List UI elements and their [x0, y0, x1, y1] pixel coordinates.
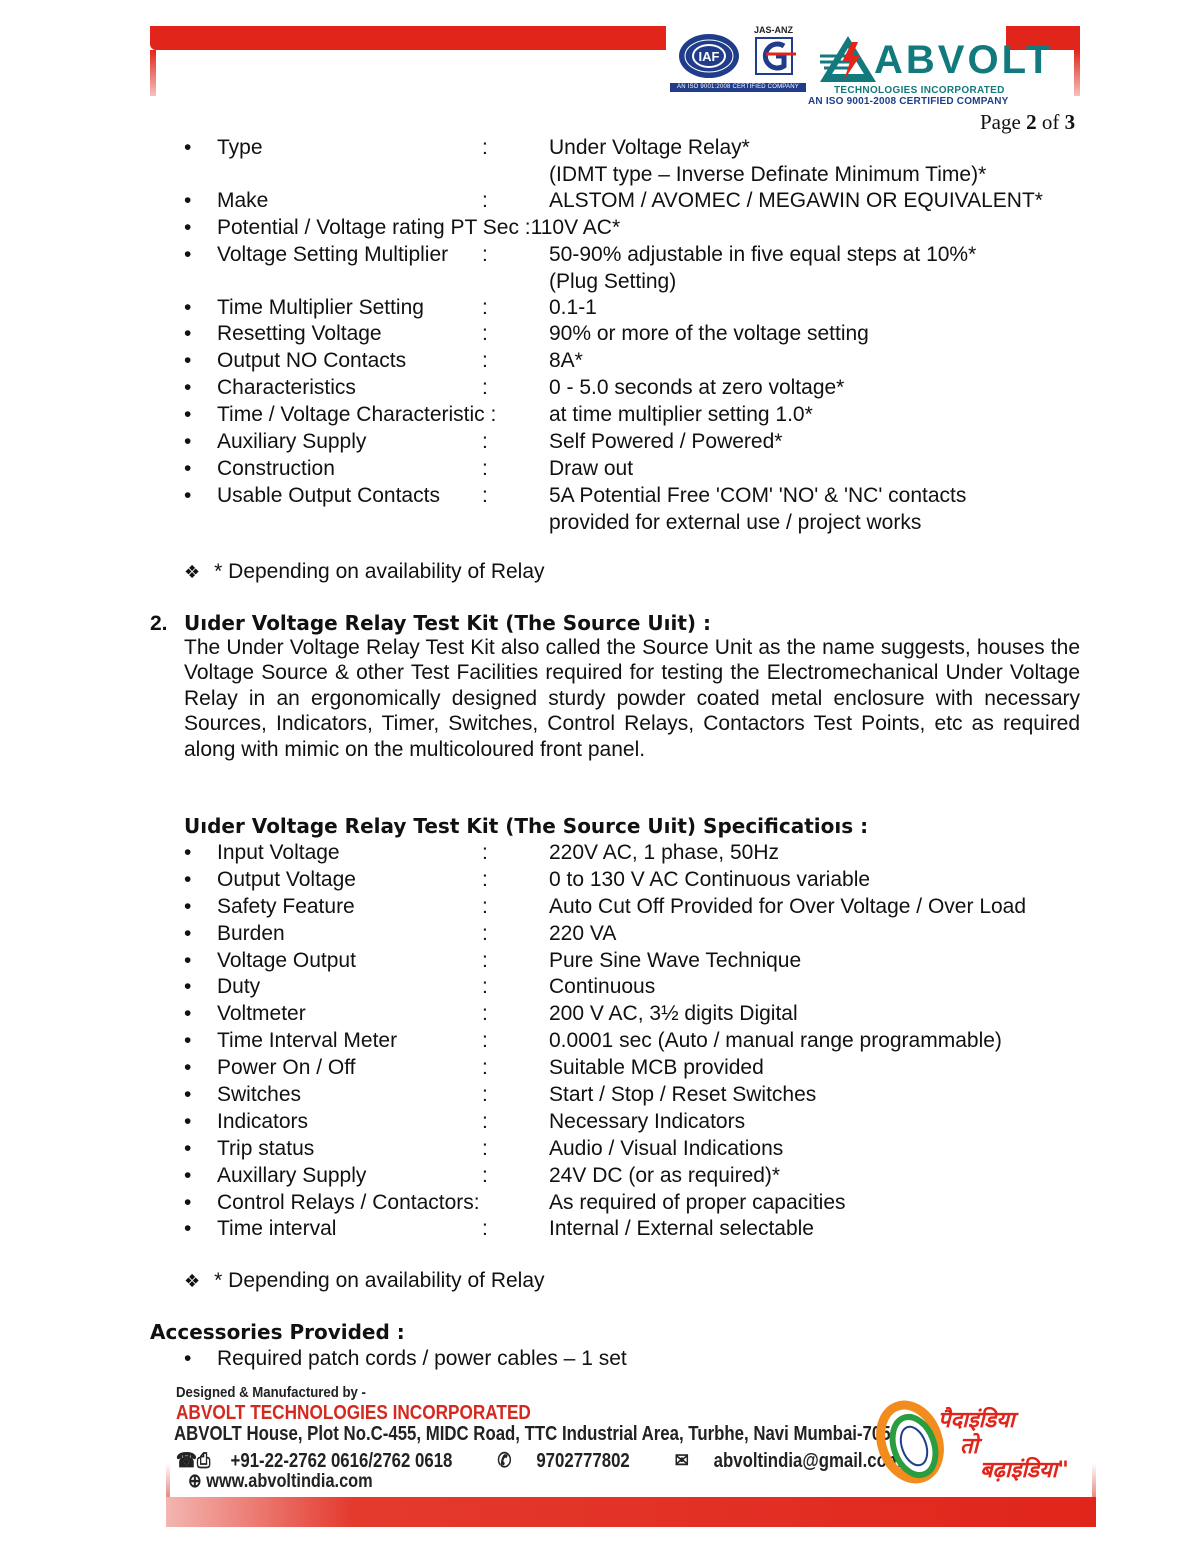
spec-row — [0, 242, 1200, 269]
spec-label: Potential / Voltage rating PT Sec :110V AC* — [217, 215, 621, 239]
availability-note-text: * Depending on availability of Relay — [214, 1269, 545, 1292]
spec-colon: : — [482, 483, 488, 507]
spec-row — [0, 375, 1200, 402]
spec-colon: : — [482, 295, 488, 319]
bullet: • — [184, 456, 192, 480]
spec-row — [0, 348, 1200, 375]
spec-value: Auto Cut Off Provided for Over Voltage / Over Load — [549, 894, 1027, 918]
spec-colon: : — [482, 188, 488, 212]
spec-row — [0, 135, 1200, 162]
spec-colon: : — [482, 1083, 488, 1107]
spec-value: 0.1-1 — [549, 295, 597, 319]
spec-value: at time multiplier setting 1.0* — [549, 403, 813, 427]
phone-line — [176, 1450, 473, 1472]
spec-colon: : — [482, 456, 488, 480]
spec-colon: : — [482, 841, 488, 864]
brand-iso-line: AN ISO 9001-2008 CERTIFIED COMPANY — [808, 96, 1009, 107]
slogan-line-1: पैदाइंडिया — [938, 1407, 1015, 1433]
section-2-paragraph: The Under Voltage Relay Test Kit also called the Source Unit as the name suggests, houses the Voltage Source & other Test Facilities required for testing the Electromechanical Under Voltage Relay in an ergonomically designed sturdy powder coated metal enclosure with necessary Sources, Indicators, Timer, Switches, Control Relays, Contactors Test Points, etc as required along with mimic on the multicoloured front panel. — [184, 636, 1080, 761]
bullet: • — [184, 1083, 192, 1107]
spec-value: 220 VA — [549, 921, 617, 945]
page-prefix: Page — [980, 110, 1027, 134]
spec-colon: : — [482, 921, 488, 945]
phone-fax-icon: ☎⎙ — [176, 1450, 211, 1472]
spec-row — [0, 1163, 1200, 1190]
bullet: • — [184, 295, 192, 319]
spec-colon: : — [482, 242, 488, 266]
footer-phone[interactable]: +91-22-2762 0616/2762 0618 — [230, 1450, 453, 1472]
envelope-icon: ✉ — [674, 1450, 694, 1472]
spec-row — [0, 1136, 1200, 1163]
spec-label: Safety Feature — [217, 894, 355, 918]
bullet: • — [184, 483, 192, 507]
accessories-heading: Accessories Provided : — [150, 1320, 405, 1344]
spec-value: Under Voltage Relay* — [549, 136, 750, 159]
iaf-logo-icon — [676, 32, 742, 80]
spec-continuation — [0, 510, 1200, 536]
slogan-line-3: बढ़ाइंडिया" — [980, 1457, 1069, 1483]
mobile-line — [497, 1450, 650, 1472]
bullet: • — [184, 430, 192, 454]
spec-value: As required of proper capacities — [549, 1190, 846, 1214]
slogan-line-2: तो — [960, 1433, 979, 1459]
iaf-caption: AN ISO 9001:2008 CERTIFIED COMPANY — [670, 83, 806, 92]
accessories-list — [0, 1346, 1200, 1373]
spec-colon: : — [482, 322, 488, 346]
spec-value: Audio / Visual Indications — [549, 1136, 784, 1160]
spec-colon: : — [482, 1217, 488, 1241]
spec-label: Time Multiplier Setting — [217, 295, 424, 319]
spec-label: Voltage Output — [217, 948, 356, 972]
spec-row — [0, 840, 1200, 867]
spec-value: 0.0001 sec (Auto / manual range programmable) — [549, 1029, 1002, 1053]
spec-value: Pure Sine Wave Technique — [549, 948, 802, 972]
footer-website[interactable]: www.abvoltindia.com — [206, 1471, 373, 1492]
spec-row — [0, 974, 1200, 1001]
spec-label: Time interval — [217, 1217, 337, 1241]
spec-label: Resetting Voltage — [217, 322, 382, 346]
bullet: • — [184, 376, 192, 400]
spec-label: Control Relays / Contactors: — [217, 1190, 480, 1214]
page-current: 2 — [1026, 110, 1037, 134]
spec-value: Self Powered / Powered* — [549, 430, 783, 454]
page-mid: of — [1036, 110, 1065, 134]
spec-label: Output NO Contacts — [217, 349, 407, 373]
spec-label: Make — [217, 188, 269, 212]
spec-colon: : — [482, 1002, 488, 1026]
spec-colon: : — [482, 867, 488, 891]
spec-colon: : — [482, 975, 488, 999]
spec-row — [0, 1055, 1200, 1082]
spec-label: Time / Voltage Characteristic : — [217, 403, 497, 427]
spec-colon: : — [482, 376, 488, 400]
spec-colon: : — [482, 948, 488, 972]
footer-website-line — [188, 1470, 373, 1493]
spec-row — [0, 321, 1200, 348]
spec-label: Trip status — [217, 1136, 315, 1160]
spec-row — [0, 1190, 1200, 1217]
bullet: • — [184, 948, 192, 972]
page-number — [980, 110, 1075, 135]
spec-label: Output Voltage — [217, 867, 356, 891]
spec-value: ALSTOM / AVOMEC / MEGAWIN OR EQUIVALENT* — [549, 188, 1043, 212]
footer-email[interactable]: abvoltindia@gmail.com — [713, 1450, 902, 1472]
spec-label: Time Interval Meter — [217, 1029, 398, 1053]
spec-row — [0, 188, 1200, 215]
spec-colon: : — [482, 1136, 488, 1160]
spec-label: Voltage Setting Multiplier — [217, 242, 449, 266]
spec-label: Burden — [217, 921, 285, 945]
spec-label: Construction — [217, 456, 335, 480]
spec-row — [0, 1109, 1200, 1136]
availability-note-text: * Depending on availability of Relay — [214, 560, 545, 583]
spec-value: Continuous — [549, 975, 656, 999]
bullet: • — [184, 215, 192, 239]
spec-row — [0, 483, 1200, 510]
spec-label: Indicators — [217, 1109, 309, 1133]
globe-icon: ⊕ — [188, 1471, 207, 1492]
brand-subtitle: TECHNOLOGIES INCORPORATED — [834, 85, 1005, 96]
iaf-mark: IAF — [698, 49, 720, 64]
spec-row — [0, 215, 1200, 242]
spec-row — [0, 295, 1200, 322]
bullet: • — [184, 975, 192, 999]
bullet: • — [184, 1056, 192, 1080]
spec-row — [0, 948, 1200, 975]
spec-value: 0 - 5.0 seconds at zero voltage* — [549, 376, 845, 400]
bullet: • — [184, 1163, 192, 1187]
kit-spec-heading: Uıder Voltage Relay Test Kit (The Source Uıit) Specificatioıs : — [184, 814, 869, 838]
spec-value: 220V AC, 1 phase, 50Hz — [549, 841, 779, 864]
bullet: • — [184, 1217, 192, 1241]
spec-value-extra: provided for external use / project works — [549, 510, 922, 534]
section-number: 2. — [150, 612, 168, 635]
spec-value-extra: (Plug Setting) — [549, 269, 677, 293]
jas-anz-label: JAS-ANZ — [754, 25, 794, 35]
relay-spec-list — [0, 135, 1200, 536]
spec-value: 5A Potential Free 'COM' 'NO' & 'NC' contacts — [549, 483, 967, 507]
spec-continuation — [0, 269, 1200, 295]
spec-value: 8A* — [549, 349, 583, 373]
footer-designed-by: Designed & Manufactured by - — [176, 1384, 366, 1401]
footer-mobile[interactable]: 9702777802 — [536, 1450, 630, 1472]
header-red-band-left — [150, 26, 666, 50]
spec-colon: : — [482, 430, 488, 454]
diamond-bullet-icon: ❖ — [184, 562, 201, 582]
spec-value: Necessary Indicators — [549, 1109, 746, 1133]
spec-label: Voltmeter — [217, 1002, 306, 1026]
spec-label: Input Voltage — [217, 841, 340, 864]
spec-row — [0, 867, 1200, 894]
footer-red-band — [166, 1497, 1096, 1527]
spec-row — [0, 1082, 1200, 1109]
spec-value: 90% or more of the voltage setting — [549, 322, 869, 346]
availability-note — [184, 559, 545, 585]
jas-anz-logo-icon — [752, 24, 798, 80]
spec-row — [0, 456, 1200, 483]
spec-value: Internal / External selectable — [549, 1217, 814, 1241]
bullet: • — [184, 188, 192, 212]
spec-row — [0, 894, 1200, 921]
spec-row — [0, 921, 1200, 948]
spec-row — [0, 1216, 1200, 1243]
spec-value: 50-90% adjustable in five equal steps at 10%* — [549, 242, 977, 266]
section-title: Uıder Voltage Relay Test Kit (The Source Uıit) : — [184, 611, 712, 635]
spec-colon: : — [482, 1163, 488, 1187]
bullet: • — [184, 136, 192, 159]
bullet: • — [184, 1136, 192, 1160]
list-item — [0, 1346, 1200, 1373]
spec-colon: : — [482, 349, 488, 373]
bullet: • — [184, 1190, 192, 1214]
spec-row — [0, 1001, 1200, 1028]
spec-label: Auxillary Supply — [217, 1163, 367, 1187]
spec-label: Power On / Off — [217, 1056, 356, 1080]
section-2-heading — [150, 610, 711, 637]
spec-label: Switches — [217, 1083, 302, 1107]
spec-row — [0, 429, 1200, 456]
bullet: • — [184, 242, 192, 266]
spec-label: Auxiliary Supply — [217, 430, 367, 454]
footer-company-name: ABVOLT TECHNOLOGIES INCORPORATED — [176, 1402, 531, 1424]
bullet: • — [184, 1347, 192, 1370]
spec-value-extra: (IDMT type – Inverse Definate Minimum Time)* — [549, 162, 987, 186]
bullet: • — [184, 322, 192, 346]
spec-label: Usable Output Contacts — [217, 483, 440, 507]
spec-colon: : — [482, 136, 488, 159]
spec-label: Type — [217, 136, 263, 159]
bullet: • — [184, 403, 192, 427]
footer-address: ABVOLT House, Plot No.C-455, MIDC Road, TTC Industrial Area, Turbhe, Navi Mumbai-705. — [174, 1423, 896, 1445]
spec-value: Start / Stop / Reset Switches — [549, 1083, 817, 1107]
spec-value: Draw out — [549, 456, 634, 480]
bullet: • — [184, 1109, 192, 1133]
abvolt-logo-icon — [818, 34, 878, 84]
bullet: • — [184, 1029, 192, 1053]
brand-name: ABVOLT — [874, 38, 1054, 82]
spec-row — [0, 402, 1200, 429]
spec-colon: : — [482, 1029, 488, 1053]
spec-value: Suitable MCB provided — [549, 1056, 764, 1080]
accessory-item: Required patch cords / power cables – 1 set — [217, 1347, 627, 1370]
spec-label: Duty — [217, 975, 261, 999]
bullet: • — [184, 349, 192, 373]
spec-value: 0 to 130 V AC Continuous variable — [549, 867, 871, 891]
spec-label: Characteristics — [217, 376, 356, 400]
diamond-bullet-icon: ❖ — [184, 1271, 201, 1291]
spec-value: 200 V AC, 3½ digits Digital — [549, 1002, 798, 1026]
bullet: • — [184, 841, 192, 864]
bullet: • — [184, 921, 192, 945]
spec-row — [0, 1028, 1200, 1055]
mobile-icon: ✆ — [497, 1450, 517, 1472]
availability-note — [184, 1268, 545, 1294]
spec-colon: : — [482, 1056, 488, 1080]
bullet: • — [184, 894, 192, 918]
spec-continuation — [0, 162, 1200, 188]
spec-value: 24V DC (or as required)* — [549, 1163, 781, 1187]
page-total: 3 — [1064, 110, 1076, 134]
bullet: • — [184, 867, 192, 891]
kit-spec-list — [0, 840, 1200, 1243]
spec-colon: : — [482, 1109, 488, 1133]
spec-colon: : — [482, 894, 488, 918]
bullet: • — [184, 1002, 192, 1026]
